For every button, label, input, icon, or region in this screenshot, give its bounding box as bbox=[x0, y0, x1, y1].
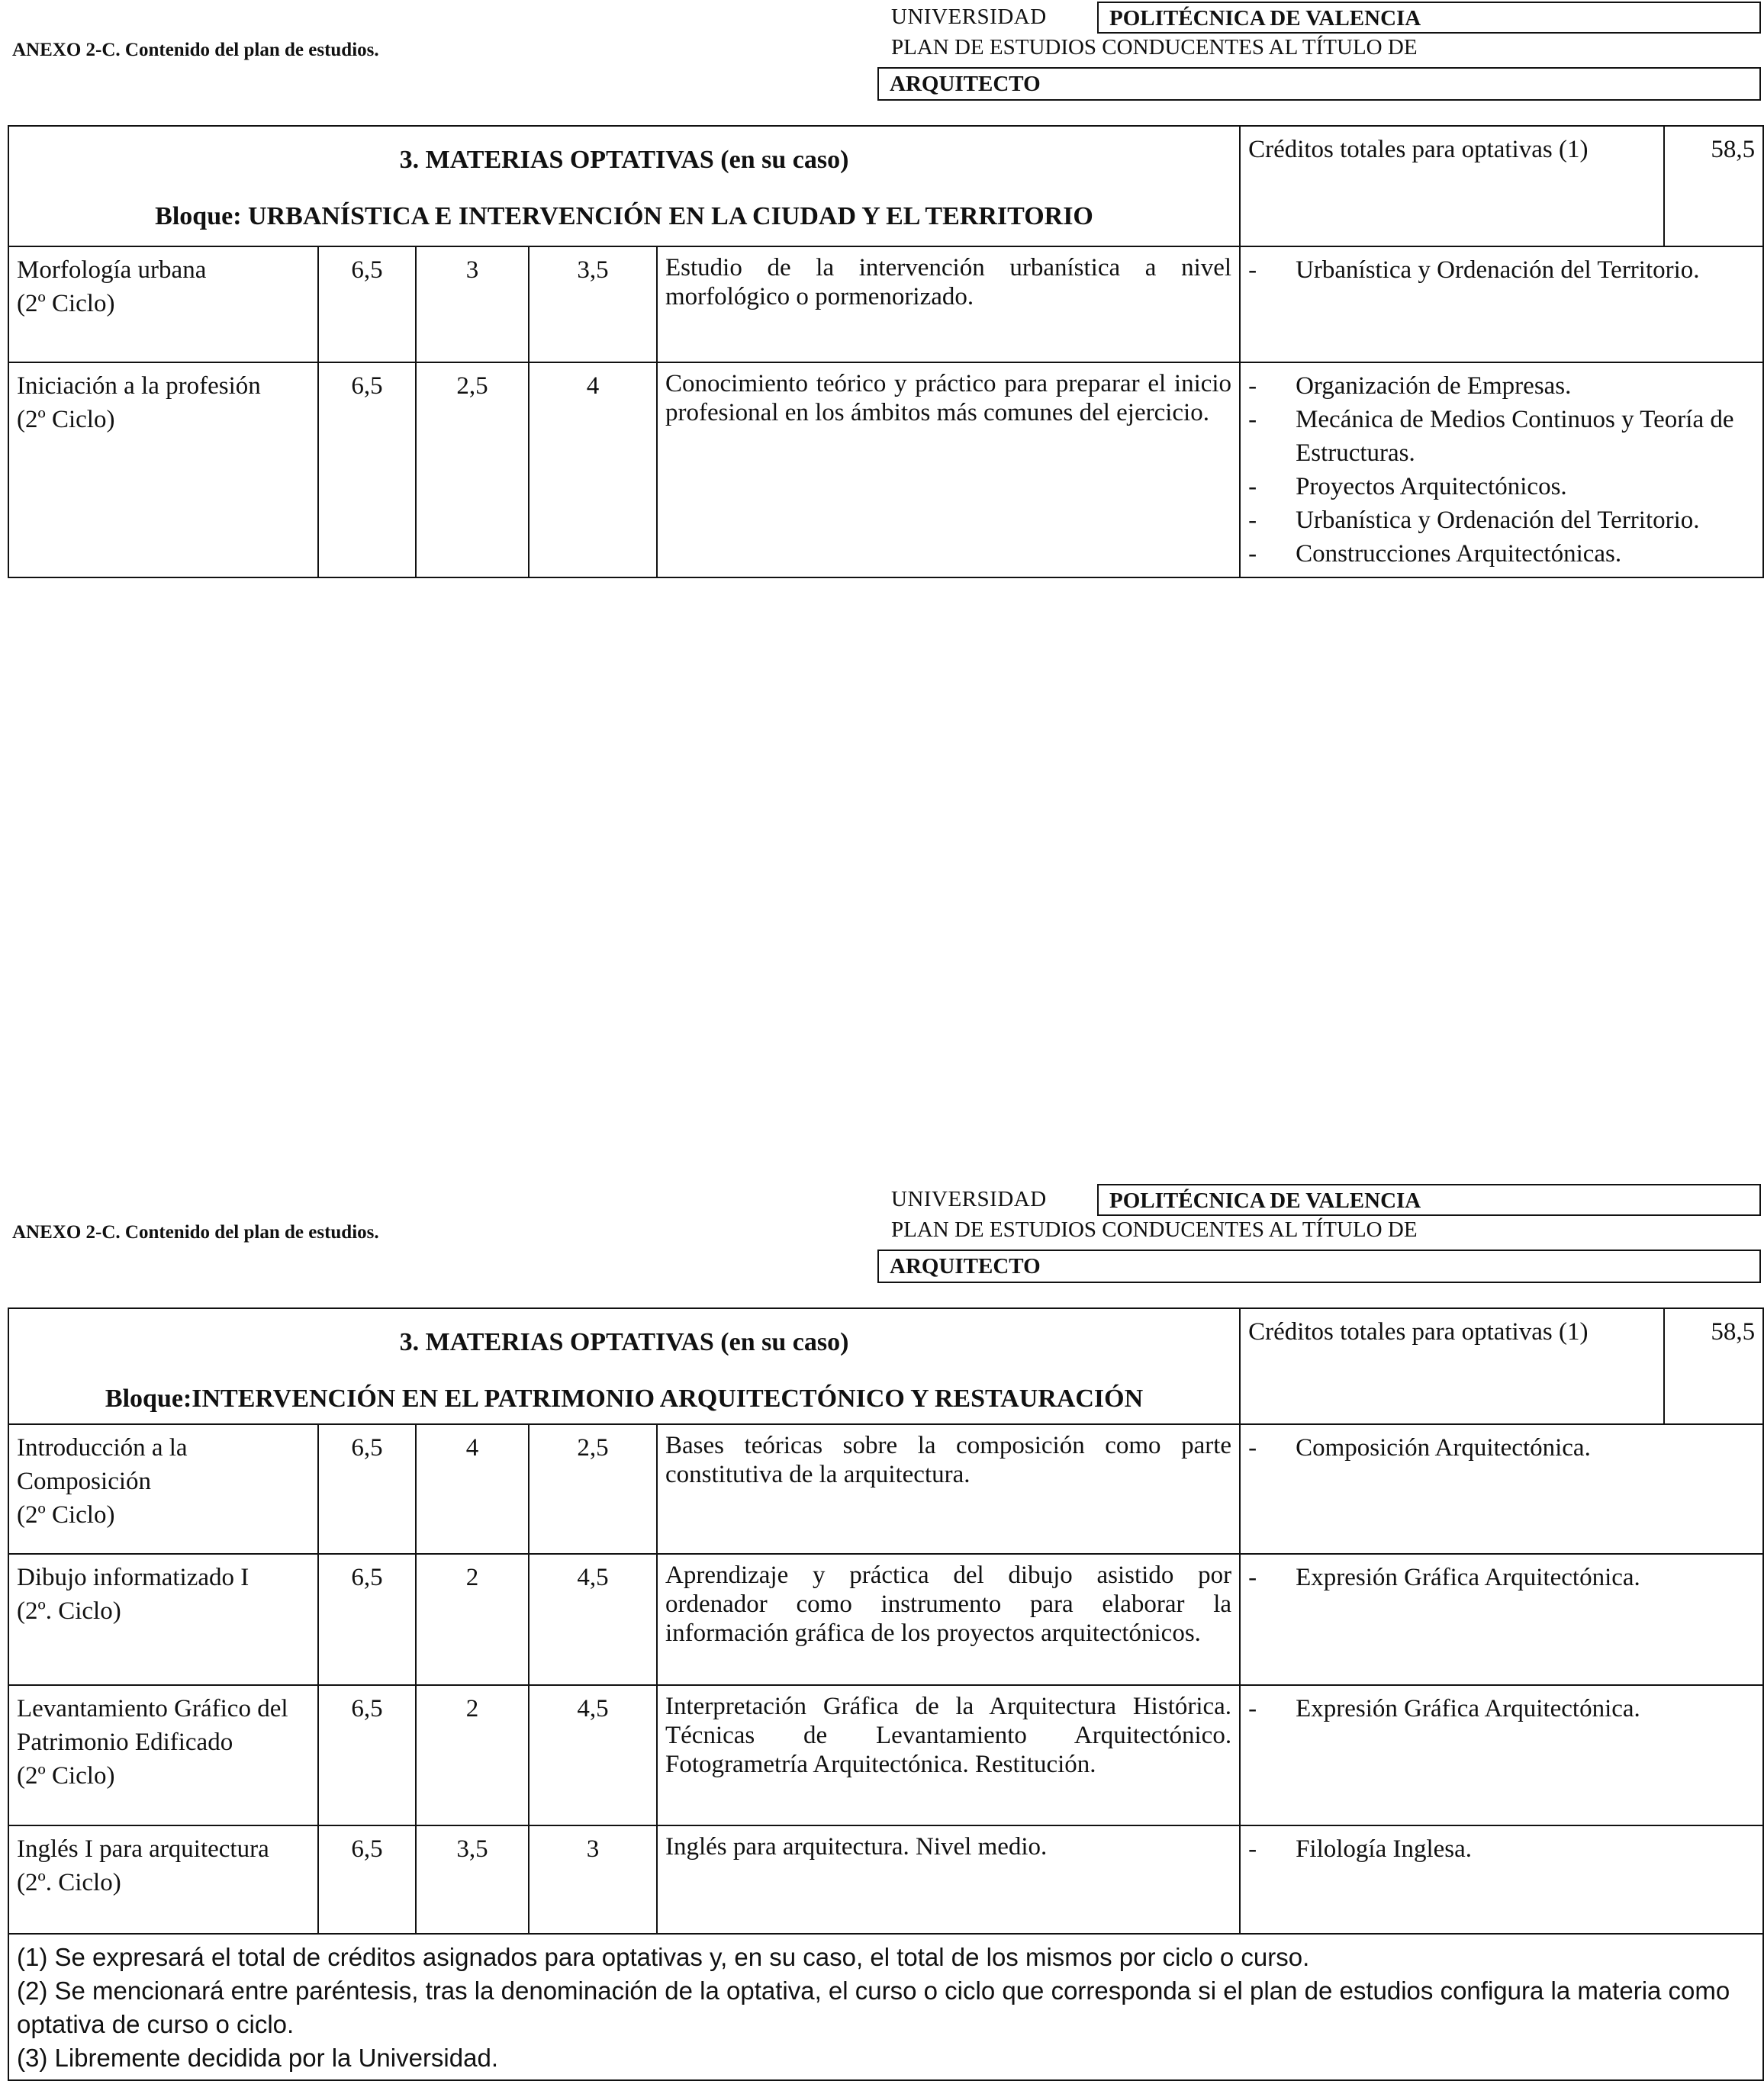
credits-total: 6,5 bbox=[318, 246, 416, 362]
area-item: - Proyectos Arquitectónicos. bbox=[1248, 470, 1755, 503]
bloque-title: Bloque:INTERVENCIÓN EN EL PATRIMONIO ARQUITECTÓNICO Y RESTAURACIÓN bbox=[105, 1385, 1144, 1413]
footnotes bbox=[8, 1934, 1763, 2080]
subject-name: Inglés I para arquitectura (2º. Ciclo) bbox=[8, 1825, 318, 1934]
area-item: - Expresión Gráfica Arquitectónica. bbox=[1248, 1692, 1755, 1726]
universidad-label: UNIVERSIDAD bbox=[891, 1187, 1047, 1211]
area-item: - Construcciones Arquitectónicas. bbox=[1248, 537, 1755, 571]
knowledge-areas bbox=[1240, 1685, 1763, 1825]
subject-name: Levantamiento Gráfico del Patrimonio Edificado (2º Ciclo) bbox=[8, 1685, 318, 1825]
footnotes-row bbox=[8, 1934, 1763, 2080]
subject-description: Inglés para arquitectura. Nivel medio. bbox=[657, 1825, 1240, 1934]
credits-theory: 3 bbox=[416, 246, 529, 362]
footnote: (3) Libremente decidida por la Universidad. bbox=[17, 2044, 498, 2072]
credits-practice: 4,5 bbox=[529, 1554, 657, 1685]
knowledge-areas bbox=[1240, 1424, 1763, 1554]
credits-theory: 2 bbox=[416, 1554, 529, 1685]
annex-heading: ANEXO 2-C. Contenido del plan de estudios. bbox=[12, 40, 379, 60]
credits-total: 6,5 bbox=[318, 1424, 416, 1554]
area-item: - Urbanística y Ordenación del Territorio. bbox=[1248, 253, 1755, 287]
subject-description: Estudio de la intervención urbanística a nivel morfológico o pormenorizado. bbox=[657, 246, 1240, 362]
titulo-box: ARQUITECTO bbox=[877, 1250, 1761, 1283]
credits-practice: 3 bbox=[529, 1825, 657, 1934]
table-row bbox=[8, 1685, 1763, 1825]
area-item: - Filología Inglesa. bbox=[1248, 1832, 1755, 1866]
section-title: 3. MATERIAS OPTATIVAS (en su caso) bbox=[399, 146, 849, 174]
table-row bbox=[8, 246, 1763, 362]
credits-practice: 4 bbox=[529, 362, 657, 577]
knowledge-areas bbox=[1240, 1554, 1763, 1685]
credits-total: 6,5 bbox=[318, 1554, 416, 1685]
credits-total: 6,5 bbox=[318, 1685, 416, 1825]
table-row bbox=[8, 1424, 1763, 1554]
annex-heading: ANEXO 2-C. Contenido del plan de estudios. bbox=[12, 1222, 379, 1243]
credits-theory: 2 bbox=[416, 1685, 529, 1825]
subject-description: Bases teóricas sobre la composición como parte constitutiva de la arquitectura. bbox=[657, 1424, 1240, 1554]
table-row bbox=[8, 1554, 1763, 1685]
credits-theory: 3,5 bbox=[416, 1825, 529, 1934]
materias-table bbox=[8, 125, 1764, 578]
credits-practice: 2,5 bbox=[529, 1424, 657, 1554]
area-item: - Expresión Gráfica Arquitectónica. bbox=[1248, 1561, 1755, 1594]
section-header bbox=[8, 126, 1240, 246]
plan-line: PLAN DE ESTUDIOS CONDUCENTES AL TÍTULO DE bbox=[891, 35, 1418, 60]
area-item: - Urbanística y Ordenación del Territorio. bbox=[1248, 503, 1755, 537]
table-row bbox=[8, 1825, 1763, 1934]
subject-description: Interpretación Gráfica de la Arquitectura Histórica. Técnicas de Levantamiento Arquitectónico. Fotogrametría Arquitectónica. Restitución. bbox=[657, 1685, 1240, 1825]
credits-practice: 3,5 bbox=[529, 246, 657, 362]
materias-table bbox=[8, 1307, 1764, 2081]
credits-theory: 2,5 bbox=[416, 362, 529, 577]
knowledge-areas bbox=[1240, 1825, 1763, 1934]
section-header bbox=[8, 1308, 1240, 1424]
footnote: (2) Se mencionará entre paréntesis, tras la denominación de la optativa, el curso o ciclo que corresponda si el plan de estudios configura la materia como optativa de curso o ciclo. bbox=[17, 1976, 1730, 2038]
titulo-box: ARQUITECTO bbox=[877, 67, 1761, 101]
knowledge-areas bbox=[1240, 246, 1763, 362]
universidad-label: UNIVERSIDAD bbox=[891, 5, 1047, 29]
credits-theory: 4 bbox=[416, 1424, 529, 1554]
area-item: - Composición Arquitectónica. bbox=[1248, 1431, 1755, 1465]
creditos-value: 58,5 bbox=[1664, 126, 1763, 246]
credits-total: 6,5 bbox=[318, 362, 416, 577]
area-item: - Organización de Empresas. bbox=[1248, 369, 1755, 403]
subject-name: Dibujo informatizado I (2º. Ciclo) bbox=[8, 1554, 318, 1685]
subject-name: Iniciación a la profesión (2º Ciclo) bbox=[8, 362, 318, 577]
subject-name: Introducción a la Composición (2º Ciclo) bbox=[8, 1424, 318, 1554]
creditos-label: Créditos totales para optativas (1) bbox=[1240, 126, 1664, 246]
section-title: 3. MATERIAS OPTATIVAS (en su caso) bbox=[399, 1328, 849, 1356]
universidad-name-box: POLITÉCNICA DE VALENCIA bbox=[1097, 1184, 1761, 1216]
creditos-label: Créditos totales para optativas (1) bbox=[1240, 1308, 1664, 1424]
knowledge-areas bbox=[1240, 362, 1763, 577]
area-item: - Mecánica de Medios Continuos y Teoría de Estructuras. bbox=[1248, 403, 1755, 470]
credits-practice: 4,5 bbox=[529, 1685, 657, 1825]
subject-description: Conocimiento teórico y práctico para preparar el inicio profesional en los ámbitos más comunes del ejercicio. bbox=[657, 362, 1240, 577]
universidad-name-box: POLITÉCNICA DE VALENCIA bbox=[1097, 2, 1761, 34]
footnote: (1) Se expresará el total de créditos asignados para optativas y, en su caso, el total de los mismos por ciclo o curso. bbox=[17, 1943, 1310, 1971]
creditos-value: 58,5 bbox=[1664, 1308, 1763, 1424]
subject-description: Aprendizaje y práctica del dibujo asistido por ordenador como instrumento para elaborar la información gráfica de los proyectos arquitectónicos. bbox=[657, 1554, 1240, 1685]
plan-line: PLAN DE ESTUDIOS CONDUCENTES AL TÍTULO DE bbox=[891, 1217, 1418, 1242]
table-row bbox=[8, 362, 1763, 577]
credits-total: 6,5 bbox=[318, 1825, 416, 1934]
bloque-title: Bloque: URBANÍSTICA E INTERVENCIÓN EN LA CIUDAD Y EL TERRITORIO bbox=[155, 202, 1093, 230]
subject-name: Morfología urbana (2º Ciclo) bbox=[8, 246, 318, 362]
